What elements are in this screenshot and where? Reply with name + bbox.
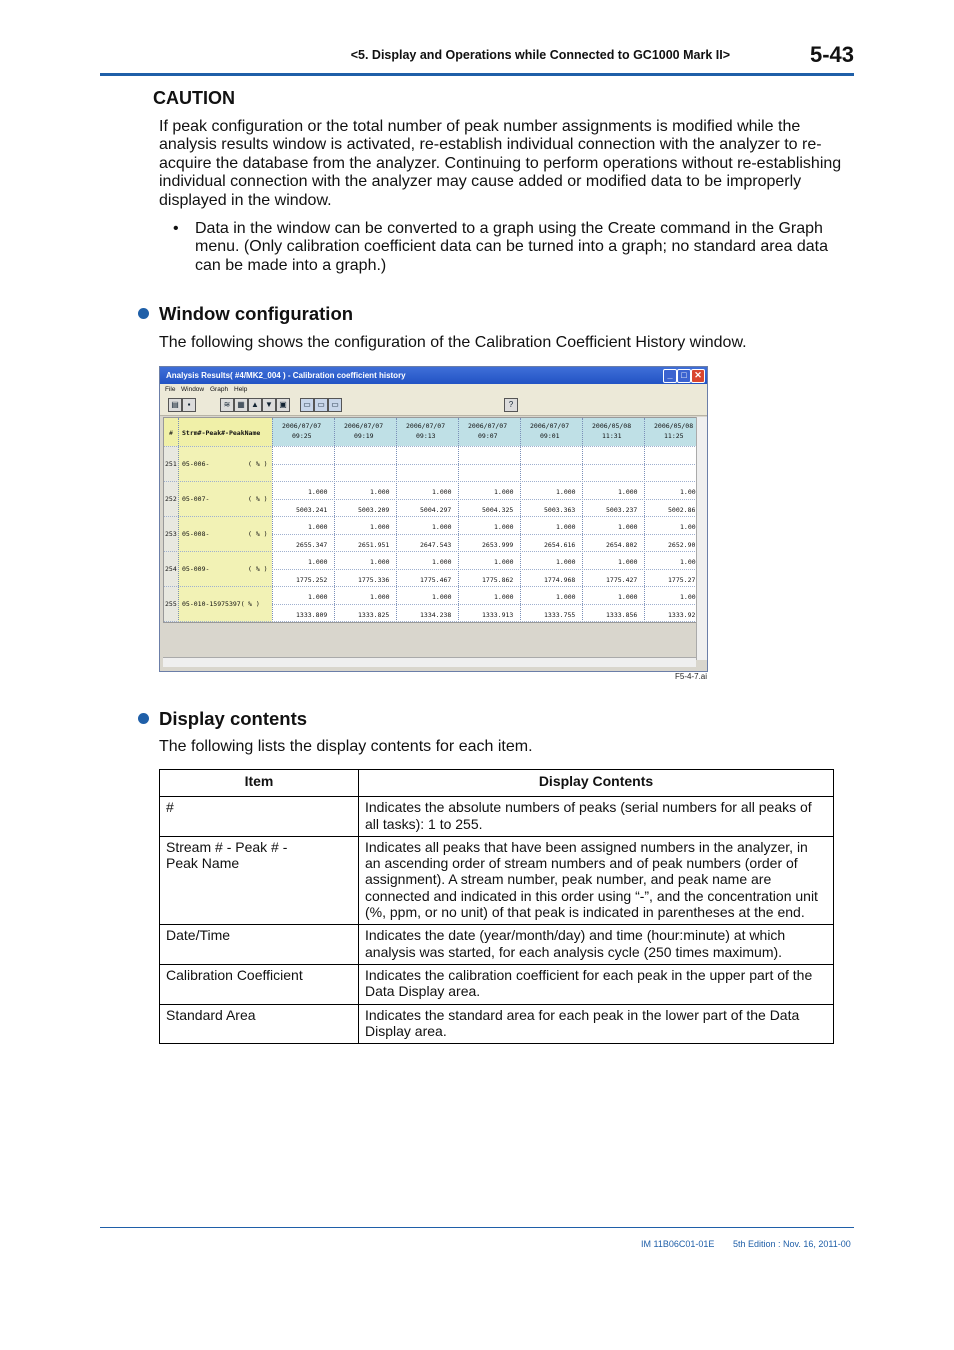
grid-divider — [272, 569, 697, 570]
grid-area-cell: 1333.913 — [482, 610, 514, 619]
grid-header-date: 2006/07/07 — [530, 422, 570, 430]
graph-icon: ≋ — [220, 398, 234, 412]
grid-coef-cell: 1.000 — [432, 593, 452, 601]
data-grid — [163, 417, 698, 623]
bullet-symbol: • — [173, 220, 179, 237]
grid-divider — [272, 534, 697, 535]
caution-paragraph: If peak configuration or the total number of peak number assignments is modified while the analysis results window is activated, re-establish individual connection with the analyzer to re-acquire the database from the analyzer. Continuing to perform operations without re-establishing individual connection with the analyzer may cause added or modified data to be improperly displayed in the window. — [159, 118, 842, 209]
grid-area-cell: 2651.951 — [358, 540, 390, 549]
grid-row-name: 05-006- — [182, 459, 210, 468]
grid-area-cell: 5003.237 — [606, 505, 638, 514]
grid-area-cell: 1333.755 — [544, 610, 576, 619]
grid-row-unit: % ) — [248, 599, 260, 608]
table-cell-item: # — [160, 797, 359, 837]
table-row — [160, 925, 834, 965]
grid-header-date: 2006/05/08 — [654, 422, 694, 430]
grid-coef-cell: 1.000 — [308, 558, 328, 566]
grid-coef-cell: 1.000 — [308, 593, 328, 601]
section-bullet-icon — [138, 713, 149, 724]
menu-help: Help — [234, 386, 248, 393]
grid-coef-cell: 1.000 — [494, 523, 514, 531]
grid-coef-cell: 1.000 — [432, 558, 452, 566]
grid-area-cell: 1774.968 — [544, 575, 576, 584]
window-titlebar — [160, 367, 707, 384]
display-contents-heading: Display contents — [159, 708, 308, 729]
grid-coef-cell: 1.000 — [556, 488, 576, 496]
table-cell-item: Stream # - Peak # - Peak Name — [160, 836, 359, 924]
close-icon: ✕ — [691, 369, 705, 383]
grid-coef-cell: 1.000 — [370, 593, 390, 601]
grid-coef-cell: 1.000 — [432, 523, 452, 531]
view2-icon: ▭ — [314, 398, 328, 412]
grid-divider — [272, 604, 697, 605]
grid-header-hash: # — [169, 429, 173, 437]
grid-row-number: 253 — [165, 529, 177, 538]
grid-header-time: 09:07 — [478, 432, 498, 440]
down-icon: ▼ — [262, 398, 276, 412]
grid-area-cell: 1333.92 — [668, 610, 696, 619]
window-config-intro: The following shows the configuration of the Calibration Coefficient History window. — [159, 334, 747, 351]
grid-area-cell: 2652.90 — [668, 540, 696, 549]
grid-area-cell: 1775.467 — [420, 575, 452, 584]
grid-coef-cell: 1.000 — [370, 488, 390, 496]
table-cell-contents: Indicates all peaks that have been assigned numbers in the analyzer, in an ascending order of stream numbers and of peak numbers (order of assignment). A stream number, peak number, and peak name are connected and indicated in this order using “-”, and the concentration unit (%, ppm, or no unit) of that peak is indicated in parentheses at the end. — [359, 836, 834, 924]
grid-divider — [272, 499, 697, 500]
grid-area-cell: 1334.238 — [420, 610, 452, 619]
table-cell-item: Calibration Coefficient — [160, 964, 359, 1004]
grid-divider — [164, 621, 697, 622]
grid-divider — [582, 418, 583, 622]
menu-graph: Graph — [210, 386, 229, 393]
grid-coef-cell: 1.00 — [680, 523, 696, 531]
grid-divider — [164, 551, 697, 552]
menu-window: Window — [181, 386, 205, 393]
grid-header-date: 2006/07/07 — [468, 422, 508, 430]
grid-coef-cell: 1.000 — [556, 593, 576, 601]
section-bullet-icon — [138, 308, 149, 319]
grid-header-date: 2006/05/08 — [592, 422, 632, 430]
grid-row-unit: ( % ) — [248, 494, 268, 503]
grid-coef-cell: 1.000 — [308, 488, 328, 496]
grid-row-number: 252 — [165, 494, 177, 503]
table-header-row — [160, 770, 834, 797]
grid-coef-cell: 1.000 — [618, 523, 638, 531]
caution-title: CAUTION — [153, 88, 235, 108]
table-header-item: Item — [160, 770, 359, 797]
grid-header-time: 09:25 — [292, 432, 312, 440]
window-title: Analysis Results( #4/MK2_004 ) - Calibration coefficient history — [166, 371, 406, 380]
grid-area-cell: 2647.543 — [420, 540, 452, 549]
chart-icon: ▦ — [234, 398, 248, 412]
up-icon: ▲ — [248, 398, 262, 412]
open-icon: ▤ — [168, 398, 182, 412]
grid-coef-cell: 1.000 — [494, 558, 514, 566]
grid-area-cell: 5003.363 — [544, 505, 576, 514]
grid-header-time: 11:25 — [664, 432, 684, 440]
grid-divider — [164, 481, 697, 482]
table-cell-contents: Indicates the standard area for each peak in the lower part of the Data Display area. — [359, 1004, 834, 1044]
grid-divider — [644, 418, 645, 622]
horizontal-scrollbar — [163, 657, 696, 667]
footer-rule — [100, 1227, 854, 1228]
caution-bullet: Data in the window can be converted to a graph using the Create command in the Graph menu. (Only calibration coefficient data can be turned into a graph; no standard area data can be made into a graph.) — [195, 220, 828, 274]
edition: 5th Edition : Nov. 16, 2011-00 — [733, 1239, 851, 1249]
window-toolbar — [160, 395, 707, 416]
grid-row-number: 254 — [165, 564, 177, 573]
view-icon: ▭ — [300, 398, 314, 412]
grid-row-name: 05-009- — [182, 564, 210, 573]
page-number: 5-43 — [810, 42, 855, 67]
grid-row-name: 05-010-15975397( — [182, 599, 245, 608]
grid-header-name: Strm#-Peak#-PeakName — [182, 429, 261, 437]
grid-coef-cell: 1.000 — [370, 523, 390, 531]
grid-area-cell: 2654.616 — [544, 540, 576, 549]
table-cell-contents: Indicates the absolute numbers of peaks (serial numbers for all peaks of all tasks): 1 to 255. — [359, 797, 834, 837]
grid-coef-cell: 1.000 — [556, 558, 576, 566]
grid-header-time: 09:01 — [540, 432, 560, 440]
grid-area-cell: 1775.336 — [358, 575, 390, 584]
grid-area-cell: 2655.347 — [296, 540, 328, 549]
table-cell-item: Date/Time — [160, 925, 359, 965]
grid-area-cell: 5004.325 — [482, 505, 514, 514]
help-icon: ? — [504, 398, 518, 412]
table-row — [160, 836, 834, 924]
grid-area-cell: 5002.86 — [668, 505, 696, 514]
menu-file: File — [165, 386, 176, 393]
minimize-icon: _ — [663, 369, 677, 383]
grid-divider — [272, 464, 697, 465]
grid-header-time: 09:19 — [354, 432, 374, 440]
table-cell-item: Standard Area — [160, 1004, 359, 1044]
grid-header-time: 09:13 — [416, 432, 436, 440]
grid-row-name: 05-007- — [182, 494, 210, 503]
grid-coef-cell: 1.000 — [618, 488, 638, 496]
grid-coef-cell: 1.000 — [556, 523, 576, 531]
grid-area-cell: 5003.209 — [358, 505, 390, 514]
vertical-scrollbar — [696, 417, 707, 660]
grid-header-date: 2006/07/07 — [406, 422, 446, 430]
grid-area-cell: 5004.297 — [420, 505, 452, 514]
grid-divider — [334, 418, 335, 622]
table-header-contents: Display Contents — [359, 770, 834, 797]
grid-area-cell: 5003.241 — [296, 505, 328, 514]
view3-icon: ▭ — [328, 398, 342, 412]
table-row — [160, 1004, 834, 1044]
table-row — [160, 797, 834, 837]
grid-coef-cell: 1.000 — [370, 558, 390, 566]
grid-header-date: 2006/07/07 — [344, 422, 384, 430]
grid-divider — [458, 418, 459, 622]
display-contents-table — [159, 769, 834, 1044]
table-cell-contents: Indicates the calibration coefficient for each peak in the upper part of the Data Display area. — [359, 964, 834, 1004]
grid-row-unit: ( % ) — [248, 529, 268, 538]
window-config-heading: Window configuration — [159, 303, 354, 324]
grid-row-number: 251 — [165, 459, 177, 468]
print-icon: ▣ — [276, 398, 290, 412]
save-icon: ▪ — [182, 398, 196, 412]
grid-divider — [520, 418, 521, 622]
grid-coef-cell: 1.000 — [494, 593, 514, 601]
display-contents-intro: The following lists the display contents for each item. — [159, 738, 533, 755]
grid-divider — [178, 418, 179, 622]
grid-coef-cell: 1.00 — [680, 488, 696, 496]
table-cell-contents: Indicates the date (year/month/day) and time (hour:minute) at which analysis was started, for each analysis cycle (250 times maximum). — [359, 925, 834, 965]
grid-area-cell: 1775.252 — [296, 575, 328, 584]
grid-area-cell: 1775.27 — [668, 575, 696, 584]
grid-header-date: 2006/07/07 — [282, 422, 322, 430]
grid-coef-cell: 1.00 — [680, 593, 696, 601]
grid-coef-cell: 1.000 — [618, 593, 638, 601]
grid-area-cell: 2653.999 — [482, 540, 514, 549]
grid-divider — [164, 446, 697, 447]
grid-area-cell: 1775.862 — [482, 575, 514, 584]
doc-id: IM 11B06C01-01E — [641, 1239, 715, 1249]
grid-divider — [272, 418, 273, 622]
grid-divider — [396, 418, 397, 622]
grid-coef-cell: 1.000 — [618, 558, 638, 566]
grid-coef-cell: 1.000 — [494, 488, 514, 496]
maximize-icon: □ — [677, 369, 691, 383]
calibration-history-window-figure — [159, 366, 708, 672]
table-row — [160, 964, 834, 1004]
chapter-title: <5. Display and Operations while Connected to GC1000 Mark II> — [350, 48, 730, 62]
grid-coef-cell: 1.000 — [432, 488, 452, 496]
grid-row-number: 255 — [165, 599, 177, 608]
grid-header-time: 11:31 — [602, 432, 622, 440]
grid-area-cell: 1333.825 — [358, 610, 390, 619]
grid-area-cell: 2654.802 — [606, 540, 638, 549]
grid-row-name: 05-008- — [182, 529, 210, 538]
window-menubar — [160, 384, 707, 395]
grid-coef-cell: 1.000 — [308, 523, 328, 531]
grid-divider — [164, 586, 697, 587]
grid-divider — [164, 516, 697, 517]
grid-coef-cell: 1.00 — [680, 558, 696, 566]
grid-area-cell: 1333.856 — [606, 610, 638, 619]
grid-row-unit: ( % ) — [248, 564, 268, 573]
figure-label: F5-4-7.ai — [675, 672, 708, 681]
header-rule — [100, 73, 854, 76]
grid-area-cell: 1333.809 — [296, 610, 328, 619]
grid-area-cell: 1775.427 — [606, 575, 638, 584]
grid-row-unit: ( % ) — [248, 459, 268, 468]
